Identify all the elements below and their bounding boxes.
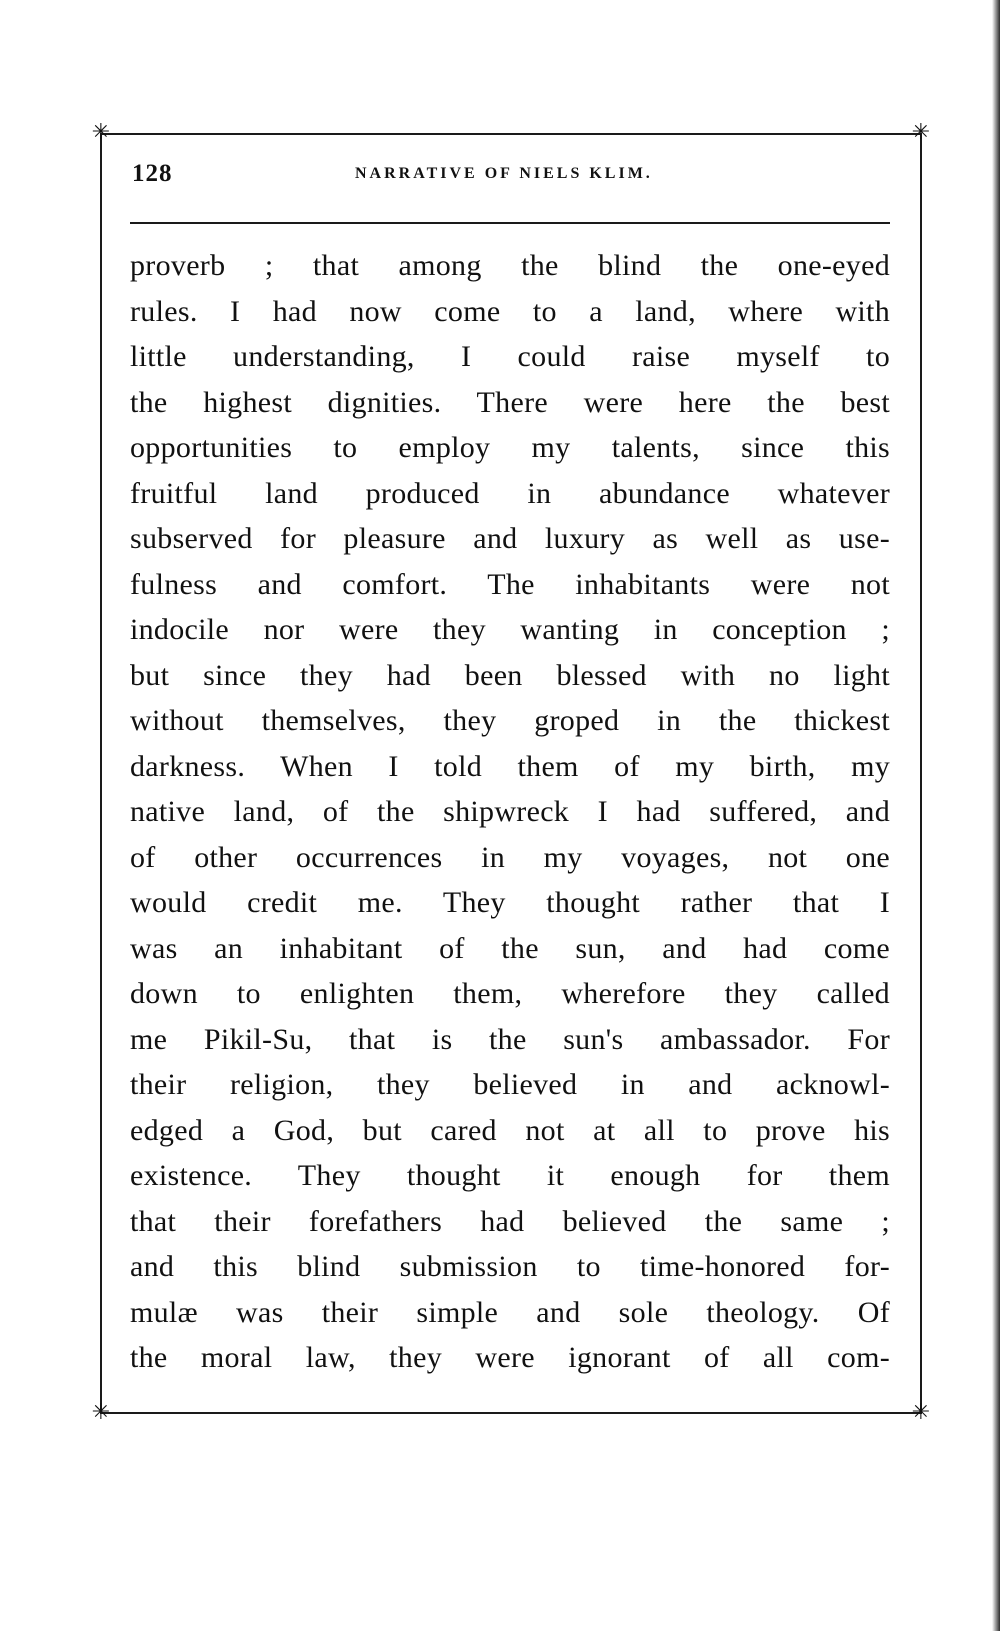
frame-top-rule [100,133,922,135]
text-line: indocile nor were they wanting in conception ; [130,613,890,646]
frame-left-rule [100,133,102,1414]
corner-ornament-icon: ✳ [911,120,931,145]
text-line: would credit me. They thought rather that I [130,886,890,919]
frame-right-rule [920,133,922,1414]
text-line: rules. I had now come to a land, where with [130,294,890,328]
text-line: and this blind submission to time-honored for- [130,1250,890,1283]
header-rule [130,222,890,224]
text-line: their religion, they believed in and acknowl- [130,1068,890,1101]
text-line: native land, of the shipwreck I had suffered, and [130,795,890,828]
body-text [130,243,890,1381]
page-header [130,160,890,200]
running-head: NARRATIVE OF NIELS KLIM. [355,165,653,182]
text-line: me Pikil-Su, that is the sun's ambassador. For [130,1022,890,1056]
text-line: that their forefathers had believed the same ; [130,1204,890,1238]
text-line: proverb ; that among the blind the one-eyed [130,249,890,282]
text-line: of other occurrences in my voyages, not one [130,840,890,874]
corner-ornament-icon: ✳ [91,1400,111,1425]
corner-ornament-icon: ✳ [911,1400,931,1425]
text-line: the highest dignities. There were here the best [130,385,890,419]
book-spine-shadow [992,0,1000,1631]
text-line: edged a God, but cared not at all to prove his [130,1113,890,1147]
text-line: was an inhabitant of the sun, and had come [130,931,890,965]
text-line: existence. They thought it enough for them [130,1159,890,1192]
text-line: mulæ was their simple and sole theology. Of [130,1295,890,1329]
frame-bottom-rule [100,1412,922,1414]
text-line: opportunities to employ my talents, since this [130,431,890,464]
text-line: fruitful land produced in abundance whatever [130,476,890,510]
text-line: down to enlighten them, wherefore they called [130,977,890,1010]
text-line: little understanding, I could raise myself to [130,340,890,373]
corner-ornament-icon: ✳ [91,120,111,145]
text-line: the moral law, they were ignorant of all com- [130,1341,890,1374]
page-number: 128 [132,160,173,187]
text-line: without themselves, they groped in the thickest [130,704,890,737]
text-line: darkness. When I told them of my birth, my [130,749,890,783]
text-line: but since they had been blessed with no light [130,658,890,692]
text-line: subserved for pleasure and luxury as well as use- [130,522,890,555]
text-line: fulness and comfort. The inhabitants were not [130,567,890,601]
